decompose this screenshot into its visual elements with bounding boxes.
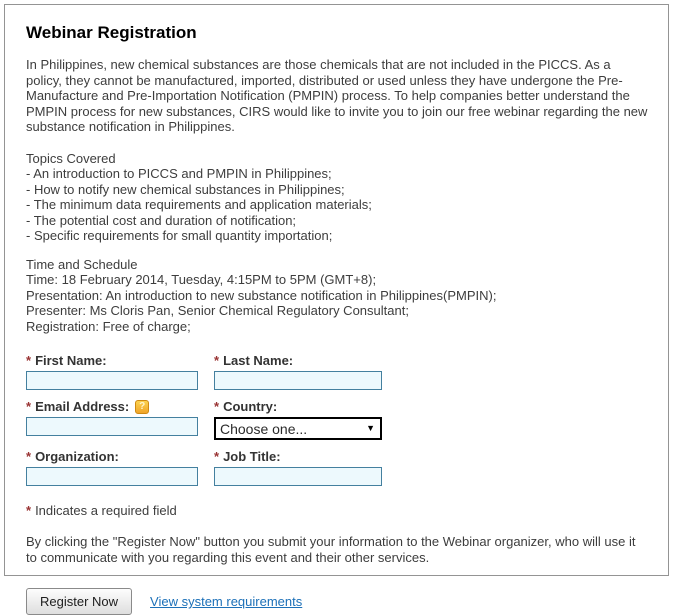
registration-form [26, 353, 648, 486]
organization-label-text: Organization: [35, 449, 119, 464]
country-label [214, 399, 382, 414]
topic-item: - How to notify new chemical substances in Philippines; [26, 181, 345, 197]
topic-item: - An introduction to PICCS and PMPIN in Philippines; [26, 166, 332, 181]
job-title-field-group [214, 449, 382, 486]
required-asterisk: * [214, 353, 220, 368]
first-name-label-text: First Name: [35, 353, 107, 368]
system-requirements-link[interactable]: View system requirements [150, 594, 303, 609]
email-help-icon[interactable]: ? [135, 400, 149, 414]
required-asterisk: * [26, 353, 32, 368]
topic-item: - The minimum data requirements and application materials; [26, 197, 372, 212]
organization-input[interactable] [26, 467, 198, 486]
topic-item: - The potential cost and duration of notification; [26, 212, 297, 228]
schedule-heading: Time and Schedule [26, 256, 138, 272]
chevron-down-icon: ▼ [366, 423, 375, 433]
footer-actions [26, 588, 648, 615]
required-asterisk: * [214, 399, 220, 414]
email-label-text: Email Address: [35, 399, 130, 414]
last-name-label-text: Last Name: [223, 353, 294, 368]
country-field-group [214, 399, 382, 440]
required-asterisk: * [26, 449, 32, 464]
required-asterisk: * [26, 399, 32, 414]
country-select[interactable] [214, 417, 382, 440]
schedule-line-time: Time: 18 February 2014, Tuesday, 4:15PM to 5PM (GMT+8); [26, 272, 377, 287]
job-title-input[interactable] [214, 467, 382, 486]
email-field-group [26, 399, 198, 440]
email-label [26, 399, 198, 414]
last-name-field-group [214, 353, 382, 390]
job-title-label [214, 449, 382, 464]
required-field-note [26, 503, 648, 518]
disclaimer-paragraph: By clicking the "Register Now" button you submit your information to the Webinar organizer, who will use it to communicate with you regarding this event and their other services. [26, 534, 636, 565]
first-name-input[interactable] [26, 371, 198, 390]
required-asterisk: * [214, 449, 220, 464]
country-label-text: Country: [223, 399, 278, 414]
country-select-wrap [214, 417, 382, 440]
organization-label [26, 449, 198, 464]
topics-heading: Topics Covered [26, 150, 116, 166]
last-name-input[interactable] [214, 371, 382, 390]
intro-paragraph: In Philippines, new chemical substances are those chemicals that are not included in the PICCS. As a policy, they cannot be manufactured, imported, distributed or used unless they have undergone the Pre-Manufacture and Pre-Importation Notification (PMPIN) process. To help companies better understand the PMPIN process for new substances, CIRS would like to invite you to join our free webinar regarding the new substance notification in Philippines. [26, 57, 648, 134]
first-name-label [26, 353, 198, 368]
required-asterisk: * [26, 503, 32, 518]
register-now-button[interactable]: Register Now [26, 588, 132, 615]
job-title-label-text: Job Title: [223, 449, 281, 464]
topics-section [26, 151, 648, 244]
registration-page [4, 4, 669, 609]
organization-field-group [26, 449, 198, 486]
required-note-text: Indicates a required field [35, 503, 177, 518]
schedule-section [26, 257, 648, 335]
last-name-label [214, 353, 382, 368]
schedule-line-presenter: Presenter: Ms Cloris Pan, Senior Chemical Regulatory Consultant; [26, 303, 409, 318]
first-name-field-group [26, 353, 198, 390]
page-title: Webinar Registration [26, 23, 197, 42]
topic-item: - Specific requirements for small quantity importation; [26, 228, 333, 243]
schedule-line-registration: Registration: Free of charge; [26, 318, 191, 334]
email-input[interactable] [26, 417, 198, 436]
schedule-line-presentation: Presentation: An introduction to new substance notification in Philippines(PMPIN); [26, 287, 497, 303]
